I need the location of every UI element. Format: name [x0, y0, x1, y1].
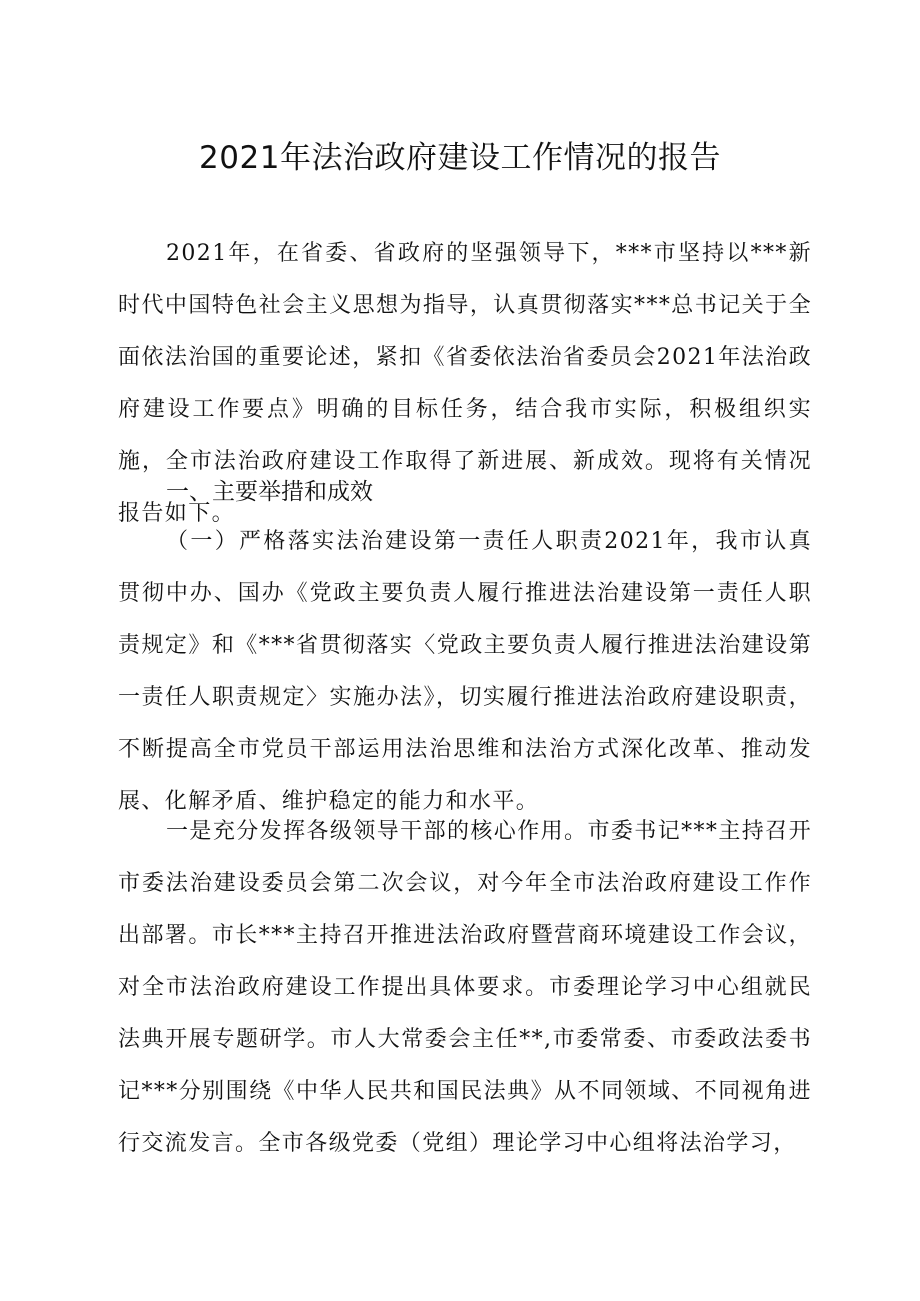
- section-heading: 一、主要举措和成效: [166, 479, 373, 505]
- subsection-paragraph: （一）严格落实法治建设第一责任人职责2021年，我市认真贯彻中办、国办《党政主要负责人履行推进法治建设第一责任人职责规定》和《***省贯彻落实〈党政主要负责人履行推进法治建设第一责任人职责规定〉实施办法》，切实履行推进法治政府建设职责，不断提高全市党员干部运用法治思维和法治方式深化改革、推动发展、化解矛盾、维护稳定的能力和水平。: [118, 529, 812, 814]
- document-title: 2021年法治政府建设工作情况的报告: [199, 140, 721, 176]
- intro-paragraph: 2021年，在省委、省政府的坚强领导下，***市坚持以***新时代中国特色社会主义思想为指导，认真贯彻落实***总书记关于全面依法治国的重要论述，紧扣《省委依法治省委员会2021年法治政府建设工作要点》明确的目标任务，结合我市实际，积极组织实施，全市法治政府建设工作取得了新进展、新成效。现将有关情况报告如下。: [118, 241, 812, 526]
- point-paragraph: 一是充分发挥各级领导干部的核心作用。市委书记***主持召开市委法治建设委员会第二次会议，对今年全市法治政府建设工作作出部署。市长***主持召开推进法治政府暨营商环境建设工作会议，对全市法治政府建设工作提出具体要求。市委理论学习中心组就民法典开展专题研学。市人大常委会主任**,市委常委、市委政法委书记***分别围绕《中华人民共和国民法典》从不同领域、不同视角进行交流发言。全市各级党委（党组）理论学习中心组将法治学习，: [118, 819, 812, 1156]
